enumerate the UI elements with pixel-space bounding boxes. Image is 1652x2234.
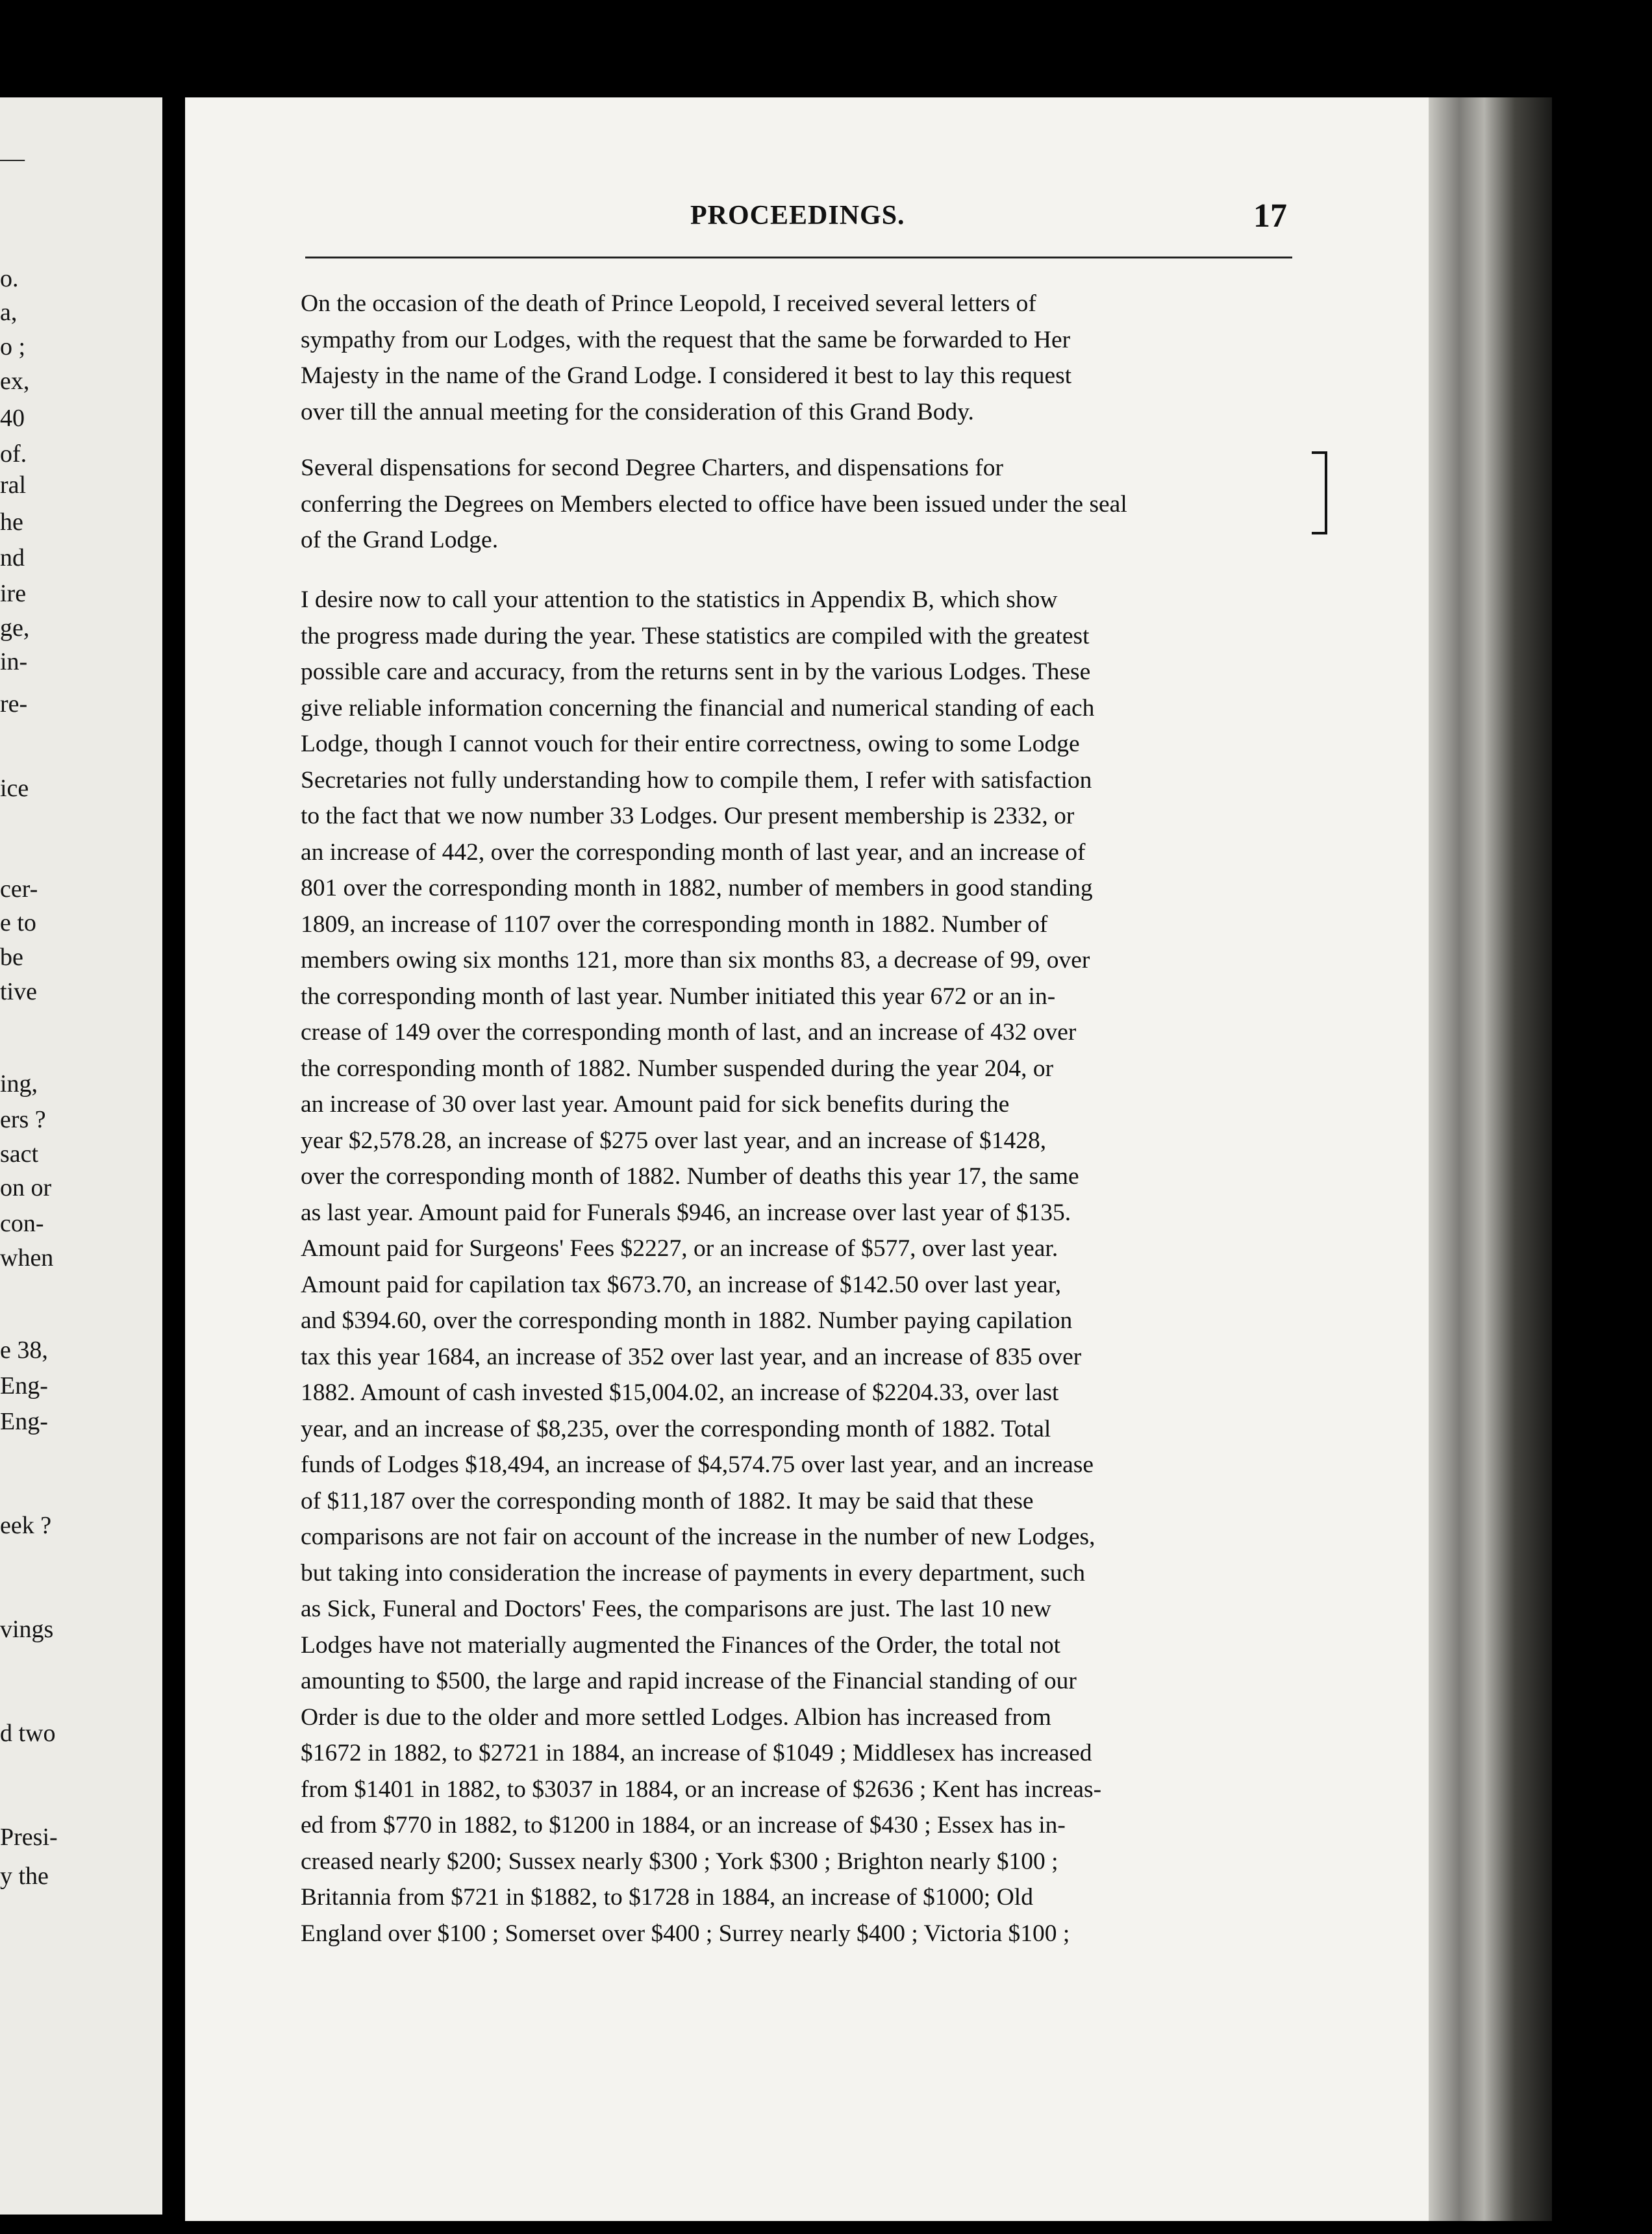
left-page-fragment: be [0,944,23,971]
left-page-fragment: ge, [0,614,30,642]
text-line: crease of 149 over the corresponding month of last, and an increase of 432 over [301,1019,1077,1046]
paragraph-1 [301,286,1301,430]
left-page-fragment: ing, [0,1070,38,1098]
text-line: but taking into consideration the increase of payments in every department, such [301,1559,1085,1587]
left-page-fragment: he [0,508,23,536]
text-line: over the corresponding month of 1882. Number of deaths this year 17, the same [301,1163,1079,1190]
text-line: an increase of 442, over the corresponding month of last year, and an increase of [301,838,1086,866]
text-line: of $11,187 over the corresponding month of 1882. It may be said that these [301,1487,1034,1514]
text-line: of the Grand Lodge. [301,527,499,553]
text-line: Order is due to the older and more settled Lodges. Albion has increased from [301,1703,1051,1731]
text-line: as last year. Amount paid for Funerals $946, an increase over last year of $135. [301,1199,1071,1226]
text-line: and $394.60, over the corresponding month in 1882. Number paying capilation [301,1307,1073,1334]
left-page-fragment: o ; [0,333,26,360]
text-line: ed from $770 in 1882, to $1200 in 1884, or an increase of $430 ; Essex has in- [301,1812,1066,1839]
left-page-fragment: sact [0,1140,39,1168]
page-number: 17 [1253,197,1287,234]
text-line: Amount paid for capilation tax $673.70, an increase of $142.50 over last year, [301,1271,1062,1298]
left-page-fragment: eek ? [0,1512,52,1539]
text-line: conferring the Degrees on Members elected to office have been issued under the seal [301,490,1127,518]
text-line: 801 over the corresponding month in 1882, number of members in good standing [301,875,1093,901]
left-page-fragment: d two [0,1720,56,1747]
text-line: Several dispensations for second Degree Charters, and dispensations for [301,455,1003,481]
left-page-fragment: on or [0,1174,52,1201]
left-page-fragment: vings [0,1616,54,1643]
left-page-fragment: y the [0,1863,49,1890]
text-line: tax this year 1684, an increase of 352 over last year, and an increase of 835 over [301,1343,1082,1370]
text-line: England over $100 ; Somerset over $400 ; Surrey nearly $400 ; Victoria $100 ; [301,1920,1070,1947]
left-page-fragment: a, [0,299,18,326]
text-line: Secretaries not fully understanding how to compile them, I refer with satisfaction [301,766,1092,794]
left-page-fragment: ral [0,471,27,499]
left-page-fragment: Eng- [0,1372,48,1399]
text-line: comparisons are not fair on account of the increase in the number of new Lodges, [301,1524,1095,1550]
text-line: as Sick, Funeral and Doctors' Fees, the comparisons are just. The last 10 new [301,1596,1051,1622]
paragraph-2 [301,450,1301,558]
text-line: sympathy from our Lodges, with the request that the same be forwarded to Her [301,326,1071,353]
left-page-fragment: 40 [0,405,25,432]
left-page-fragment: ice [0,775,29,802]
running-header-title: PROCEEDINGS. [690,201,905,231]
text-line: Amount paid for Surgeons' Fees $2227, or an increase of $577, over last year. [301,1235,1058,1262]
left-page-fragment: — [0,145,25,172]
left-page-fragment: ex, [0,368,30,395]
left-page-fragment: re- [0,690,28,718]
margin-bracket [1312,451,1327,534]
left-page-fragment: Presi- [0,1824,58,1851]
text-line: amounting to $500, the large and rapid increase of the Financial standing of our [301,1668,1077,1694]
text-line: On the occasion of the death of Prince Leopold, I received several letters of [301,290,1036,317]
text-line: members owing six months 121, more than six months 83, a decrease of 99, over [301,947,1090,973]
left-page-fragment: Eng- [0,1408,48,1435]
left-page-fragment: when [0,1244,54,1272]
text-line: the corresponding month of last year. Number initiated this year 672 or an in- [301,983,1056,1010]
text-line: Lodge, though I cannot vouch for their entire correctness, owing to some Lodge [301,731,1080,757]
text-line: 1882. Amount of cash invested $15,004.02, an increase of $2204.33, over last [301,1379,1059,1406]
text-line: year, and an increase of $8,235, over the corresponding month of 1882. Total [301,1415,1051,1442]
text-line: the corresponding month of 1882. Number suspended during the year 204, or [301,1055,1054,1082]
text-line: Lodges have not materially augmented the Finances of the Order, the total not [301,1631,1061,1659]
left-page-fragment: con- [0,1210,44,1237]
text-line: I desire now to call your attention to the statistics in Appendix B, which show [301,586,1058,613]
header-rule [305,257,1292,258]
text-line: to the fact that we now number 33 Lodges. Our present membership is 2332, or [301,803,1075,829]
text-line: Britannia from $721 in $1882, to $1728 in 1884, an increase of $1000; Old [301,1884,1033,1911]
text-line: creased nearly $200; Sussex nearly $300 ; York $300 ; Brighton nearly $100 ; [301,1848,1058,1875]
left-page-fragment: nd [0,544,25,571]
left-page-fragment: in- [0,648,28,675]
text-line: year $2,578.28, an increase of $275 over last year, and an increase of $1428, [301,1127,1047,1154]
text-line: the progress made during the year. These statistics are compiled with the greatest [301,622,1090,649]
text-line: Majesty in the name of the Grand Lodge. I considered it best to lay this request [301,362,1072,389]
text-line: from $1401 in 1882, to $3037 in 1884, or an increase of $2636 ; Kent has increas- [301,1776,1102,1803]
text-line: possible care and accuracy, from the returns sent in by the various Lodges. These [301,659,1091,685]
text-line: over till the annual meeting for the consideration of this Grand Body. [301,398,974,425]
text-line: an increase of 30 over last year. Amount paid for sick benefits during the [301,1091,1010,1118]
left-page-fragment: ers ? [0,1106,46,1133]
left-page-fragment: e to [0,909,36,936]
text-line: 1809, an increase of 1107 over the corresponding month in 1882. Number of [301,910,1048,938]
left-page-fragment: e 38, [0,1337,48,1364]
text-line: give reliable information concerning the financial and numerical standing of each [301,694,1095,722]
book-page-edges [1429,97,1552,2221]
left-facing-page [0,97,162,2215]
left-page-fragment: cer- [0,875,38,903]
text-line: $1672 in 1882, to $2721 in 1884, an increase of $1049 ; Middlesex has increased [301,1740,1092,1766]
left-page-fragment: tive [0,978,37,1005]
text-line: funds of Lodges $18,494, an increase of $4,574.75 over last year, and an increase [301,1451,1094,1478]
left-page-fragment: ire [0,580,27,607]
left-page-fragment: of. [0,440,27,468]
left-page-fragment: o. [0,265,19,292]
paragraph-3 [301,582,1301,1952]
